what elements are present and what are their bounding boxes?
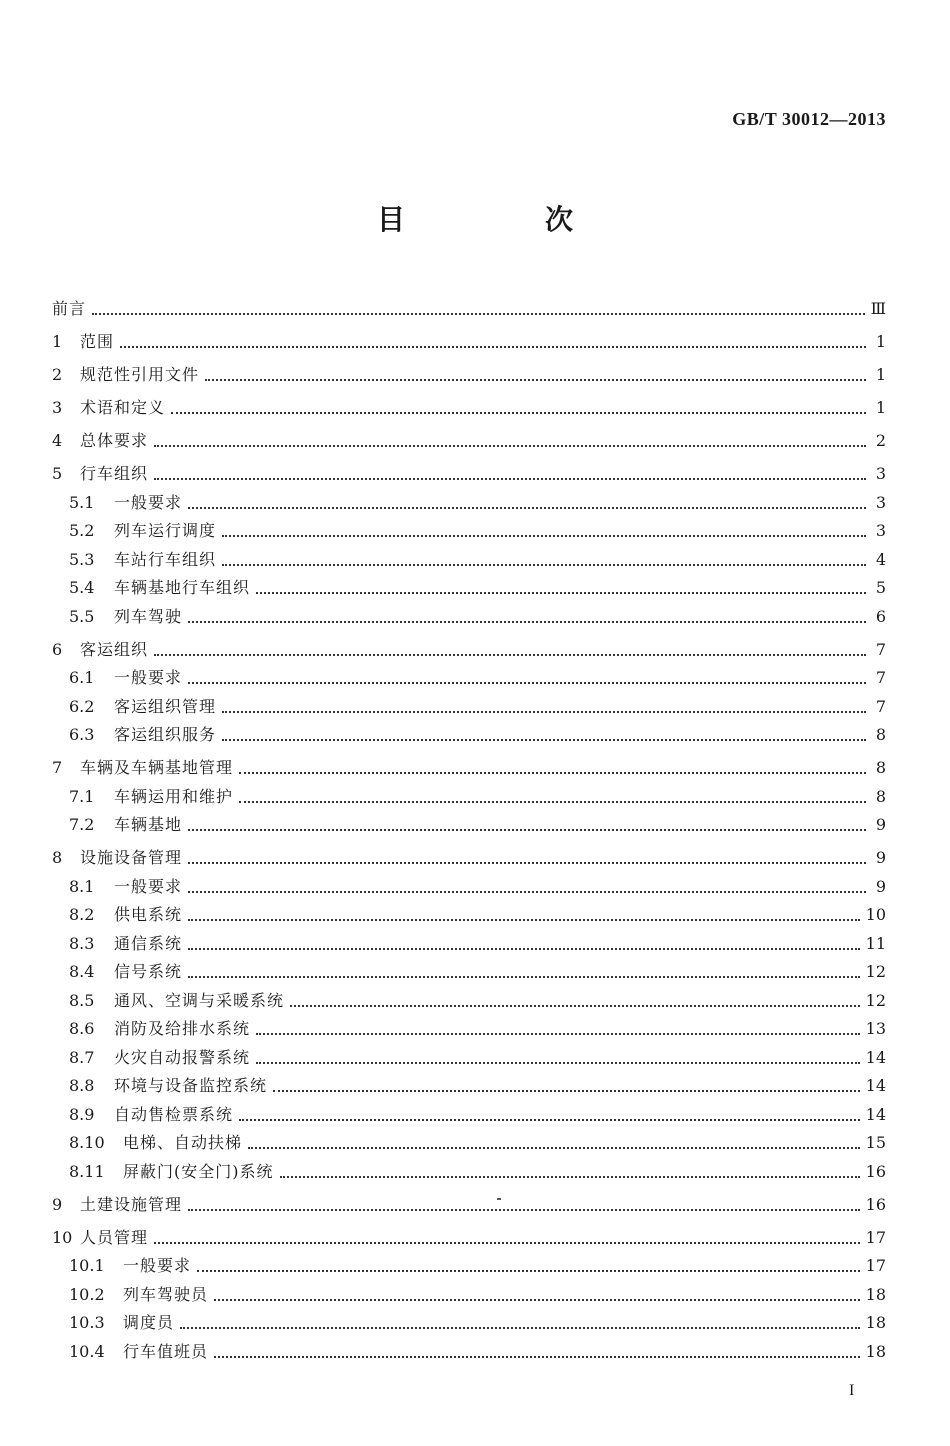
toc-entry-title: 一般要求 — [114, 492, 183, 512]
toc-entry-page: 8 — [875, 758, 886, 777]
toc-entry-title: 一般要求 — [114, 876, 183, 896]
toc-dot-leader — [188, 862, 866, 864]
toc-entry-page: 15 — [865, 1133, 886, 1152]
toc-entry[interactable] — [52, 897, 886, 926]
table-of-contents — [52, 286, 886, 1362]
toc-entry-title: 范围 — [80, 332, 115, 351]
toc-entry-number: 9 — [52, 1194, 63, 1214]
toc-entry-page: 8 — [875, 786, 886, 806]
toc-entry-number: 6.2 — [69, 696, 95, 716]
toc-dot-leader — [188, 621, 866, 623]
toc-entry-number: 1 — [52, 332, 63, 351]
toc-entry-page: 16 — [865, 1161, 886, 1181]
toc-entry-number: 6.3 — [69, 725, 95, 744]
toc-entry[interactable] — [52, 451, 886, 484]
toc-dot-leader — [188, 682, 866, 684]
toc-entry-number: 5.4 — [69, 578, 95, 597]
toc-entry[interactable] — [52, 385, 886, 418]
toc-entry-page: 14 — [865, 1104, 886, 1124]
toc-entry-title: 车辆运用和维护 — [114, 786, 234, 806]
toc-entry-page: 16 — [865, 1194, 886, 1214]
toc-dot-leader — [188, 891, 866, 893]
toc-dot-leader — [256, 1033, 860, 1035]
toc-entry-title: 电梯、自动扶梯 — [123, 1133, 243, 1152]
toc-dot-leader — [205, 379, 866, 381]
toc-entry[interactable] — [52, 1068, 886, 1097]
toc-entry-number: 5.2 — [69, 521, 95, 540]
toc-entry-title: 通风、空调与采暖系统 — [114, 990, 285, 1010]
toc-dot-leader — [171, 412, 866, 414]
toc-entry-page: 2 — [875, 431, 886, 450]
toc-entry-number: 8.10 — [69, 1133, 105, 1152]
toc-entry[interactable] — [52, 1248, 886, 1277]
toc-entry[interactable] — [52, 598, 886, 627]
toc-entry-number: 3 — [52, 398, 63, 417]
toc-entry-title: 一般要求 — [114, 668, 183, 687]
toc-entry-title: 通信系统 — [114, 933, 183, 953]
toc-entry-number: 7.2 — [69, 815, 95, 834]
toc-entry[interactable] — [52, 541, 886, 570]
toc-entry[interactable] — [52, 286, 886, 319]
toc-entry[interactable] — [52, 954, 886, 983]
toc-dot-leader — [188, 507, 866, 509]
toc-dot-leader — [120, 346, 866, 348]
toc-entry-page: 7 — [875, 668, 886, 687]
toc-entry[interactable] — [52, 1011, 886, 1040]
toc-entry-title: 规范性引用文件 — [80, 365, 200, 384]
toc-entry-title: 土建设施管理 — [80, 1194, 183, 1214]
toc-entry[interactable] — [52, 418, 886, 451]
toc-entry-number: 8.11 — [69, 1161, 105, 1181]
toc-entry-title: 前言 — [52, 299, 87, 318]
toc-entry-page: 8 — [875, 725, 886, 744]
toc-entry-number: 8.6 — [69, 1019, 95, 1038]
toc-dot-leader — [222, 535, 866, 537]
toc-entry-number: 8.3 — [69, 933, 95, 953]
toc-entry[interactable] — [52, 627, 886, 660]
toc-entry-title: 列车运行调度 — [114, 521, 217, 540]
toc-entry[interactable] — [52, 1125, 886, 1154]
toc-entry-page: 3 — [875, 464, 886, 483]
toc-entry[interactable] — [52, 835, 886, 868]
toc-dot-leader — [290, 1005, 860, 1007]
toc-entry[interactable] — [52, 352, 886, 385]
toc-entry-title: 客运组织服务 — [114, 725, 217, 744]
toc-entry-title: 车辆基地行车组织 — [114, 578, 251, 597]
toc-entry-page: Ⅲ — [870, 299, 886, 318]
toc-entry[interactable] — [52, 717, 886, 746]
toc-entry-title: 消防及给排水系统 — [114, 1019, 251, 1038]
toc-entry-number: 10.3 — [69, 1313, 105, 1332]
toc-entry-title: 总体要求 — [80, 431, 149, 450]
toc-entry-title: 火灾自动报警系统 — [114, 1047, 251, 1067]
toc-entry-title: 列车驾驶 — [114, 606, 183, 626]
toc-entry-page: 1 — [875, 398, 886, 417]
toc-entry-page: 18 — [865, 1284, 886, 1304]
toc-entry[interactable] — [52, 513, 886, 542]
toc-entry-page: 11 — [865, 933, 886, 953]
toc-dot-leader — [222, 739, 866, 741]
toc-entry-number: 8.8 — [69, 1076, 95, 1095]
toc-entry-page: 12 — [865, 962, 886, 981]
toc-entry[interactable] — [52, 1333, 886, 1362]
toc-entry[interactable] — [52, 807, 886, 836]
toc-entry-page: 9 — [875, 815, 886, 834]
toc-dot-leader — [222, 711, 866, 713]
toc-entry-number: 10.2 — [69, 1284, 105, 1304]
toc-entry-page: 13 — [865, 1019, 886, 1038]
scan-artifact — [497, 1198, 501, 1200]
toc-entry-number: 10 — [52, 1227, 73, 1247]
toc-entry-number: 5.5 — [69, 606, 95, 626]
toc-entry-title: 一般要求 — [123, 1256, 192, 1275]
toc-entry-page: 17 — [865, 1256, 886, 1275]
toc-entry-number: 6 — [52, 639, 63, 659]
toc-entry-number: 6.1 — [69, 668, 95, 687]
toc-entry[interactable] — [52, 484, 886, 513]
toc-entry-number: 8.7 — [69, 1047, 95, 1067]
toc-entry-title: 环境与设备监控系统 — [114, 1076, 268, 1095]
toc-entry-page: 18 — [865, 1341, 886, 1361]
toc-entry-page: 6 — [875, 606, 886, 626]
toc-entry-number: 7 — [52, 758, 63, 777]
toc-entry-page: 1 — [875, 332, 886, 351]
toc-entry-title: 客运组织管理 — [114, 696, 217, 716]
toc-dot-leader — [256, 592, 866, 594]
toc-dot-leader — [154, 478, 866, 480]
toc-entry-title: 自动售检票系统 — [114, 1104, 234, 1124]
toc-entry[interactable] — [52, 1305, 886, 1334]
toc-dot-leader — [154, 1242, 860, 1244]
toc-entry[interactable] — [52, 982, 886, 1011]
toc-dot-leader — [239, 1119, 860, 1121]
toc-entry-number: 8.5 — [69, 990, 95, 1010]
toc-entry-title: 行车值班员 — [123, 1341, 209, 1361]
toc-entry-title: 屏蔽门(安全门)系统 — [123, 1161, 274, 1181]
toc-entry-page: 4 — [875, 549, 886, 569]
toc-dot-leader — [239, 801, 866, 803]
toc-entry-number: 10.1 — [69, 1256, 105, 1275]
toc-entry[interactable] — [52, 1276, 886, 1305]
toc-entry[interactable] — [52, 319, 886, 352]
toc-dot-leader — [180, 1327, 860, 1329]
toc-dot-leader — [214, 1299, 860, 1301]
toc-entry-title: 列车驾驶员 — [123, 1284, 209, 1304]
toc-entry-number: 4 — [52, 431, 63, 450]
toc-dot-leader — [188, 1209, 860, 1211]
toc-entry-number: 10.4 — [69, 1341, 105, 1361]
toc-entry-page: 1 — [875, 365, 886, 384]
page-title: 目 次 — [376, 203, 629, 236]
toc-dot-leader — [280, 1176, 860, 1178]
toc-dot-leader — [188, 948, 860, 950]
toc-entry-title: 车站行车组织 — [114, 549, 217, 569]
toc-dot-leader — [154, 445, 866, 447]
toc-entry-title: 客运组织 — [80, 639, 149, 659]
toc-entry[interactable] — [52, 570, 886, 599]
toc-entry[interactable] — [52, 1182, 886, 1215]
toc-entry-number: 8.4 — [69, 962, 95, 981]
toc-entry[interactable] — [52, 1096, 886, 1125]
toc-entry-number: 7.1 — [69, 786, 95, 806]
toc-dot-leader — [154, 654, 866, 656]
toc-entry-page: 3 — [875, 492, 886, 512]
toc-entry-number: 5.1 — [69, 492, 95, 512]
toc-entry-number: 8.9 — [69, 1104, 95, 1124]
toc-entry[interactable] — [52, 778, 886, 807]
toc-entry-page: 9 — [875, 876, 886, 896]
toc-entry[interactable] — [52, 868, 886, 897]
page-number: I — [849, 1382, 855, 1399]
toc-entry[interactable] — [52, 1215, 886, 1248]
standard-code: GB/T 30012—2013 — [732, 109, 886, 129]
toc-entry-title: 行车组织 — [80, 464, 149, 483]
toc-entry[interactable] — [52, 1153, 886, 1182]
toc-entry-page: 17 — [865, 1227, 886, 1247]
toc-entry-title: 设施设备管理 — [80, 848, 183, 867]
toc-entry-number: 5 — [52, 464, 63, 483]
toc-entry-page: 7 — [875, 639, 886, 659]
toc-entry-page: 10 — [865, 905, 886, 924]
toc-entry-title: 调度员 — [123, 1313, 175, 1332]
toc-entry-page: 12 — [865, 990, 886, 1010]
toc-entry-page: 7 — [875, 696, 886, 716]
toc-entry-number: 2 — [52, 365, 63, 384]
toc-dot-leader — [197, 1270, 860, 1272]
toc-entry[interactable] — [52, 688, 886, 717]
toc-entry-page: 5 — [875, 578, 886, 597]
toc-dot-leader — [188, 919, 860, 921]
toc-entry-page: 9 — [875, 848, 886, 867]
toc-dot-leader — [239, 772, 866, 774]
toc-entry-title: 车辆基地 — [114, 815, 183, 834]
toc-entry-number: 8 — [52, 848, 63, 867]
toc-dot-leader — [248, 1147, 860, 1149]
toc-entry-page: 3 — [875, 521, 886, 540]
toc-entry-title: 信号系统 — [114, 962, 183, 981]
toc-entry-title: 车辆及车辆基地管理 — [80, 758, 234, 777]
toc-dot-leader — [188, 976, 860, 978]
toc-dot-leader — [92, 313, 865, 315]
toc-entry-page: 18 — [865, 1313, 886, 1332]
toc-entry-page: 14 — [865, 1047, 886, 1067]
toc-dot-leader — [214, 1356, 860, 1358]
toc-entry-title: 术语和定义 — [80, 398, 166, 417]
toc-entry-title: 供电系统 — [114, 905, 183, 924]
toc-entry-page: 14 — [865, 1076, 886, 1095]
toc-entry-title: 人员管理 — [80, 1227, 149, 1247]
toc-entry-number: 5.3 — [69, 549, 95, 569]
toc-dot-leader — [256, 1062, 860, 1064]
toc-dot-leader — [273, 1090, 860, 1092]
toc-entry[interactable] — [52, 745, 886, 778]
toc-entry[interactable] — [52, 660, 886, 689]
toc-dot-leader — [188, 829, 866, 831]
toc-dot-leader — [222, 564, 866, 566]
toc-entry-number: 8.2 — [69, 905, 95, 924]
toc-entry[interactable] — [52, 1039, 886, 1068]
toc-entry[interactable] — [52, 925, 886, 954]
toc-entry-number: 8.1 — [69, 876, 95, 896]
